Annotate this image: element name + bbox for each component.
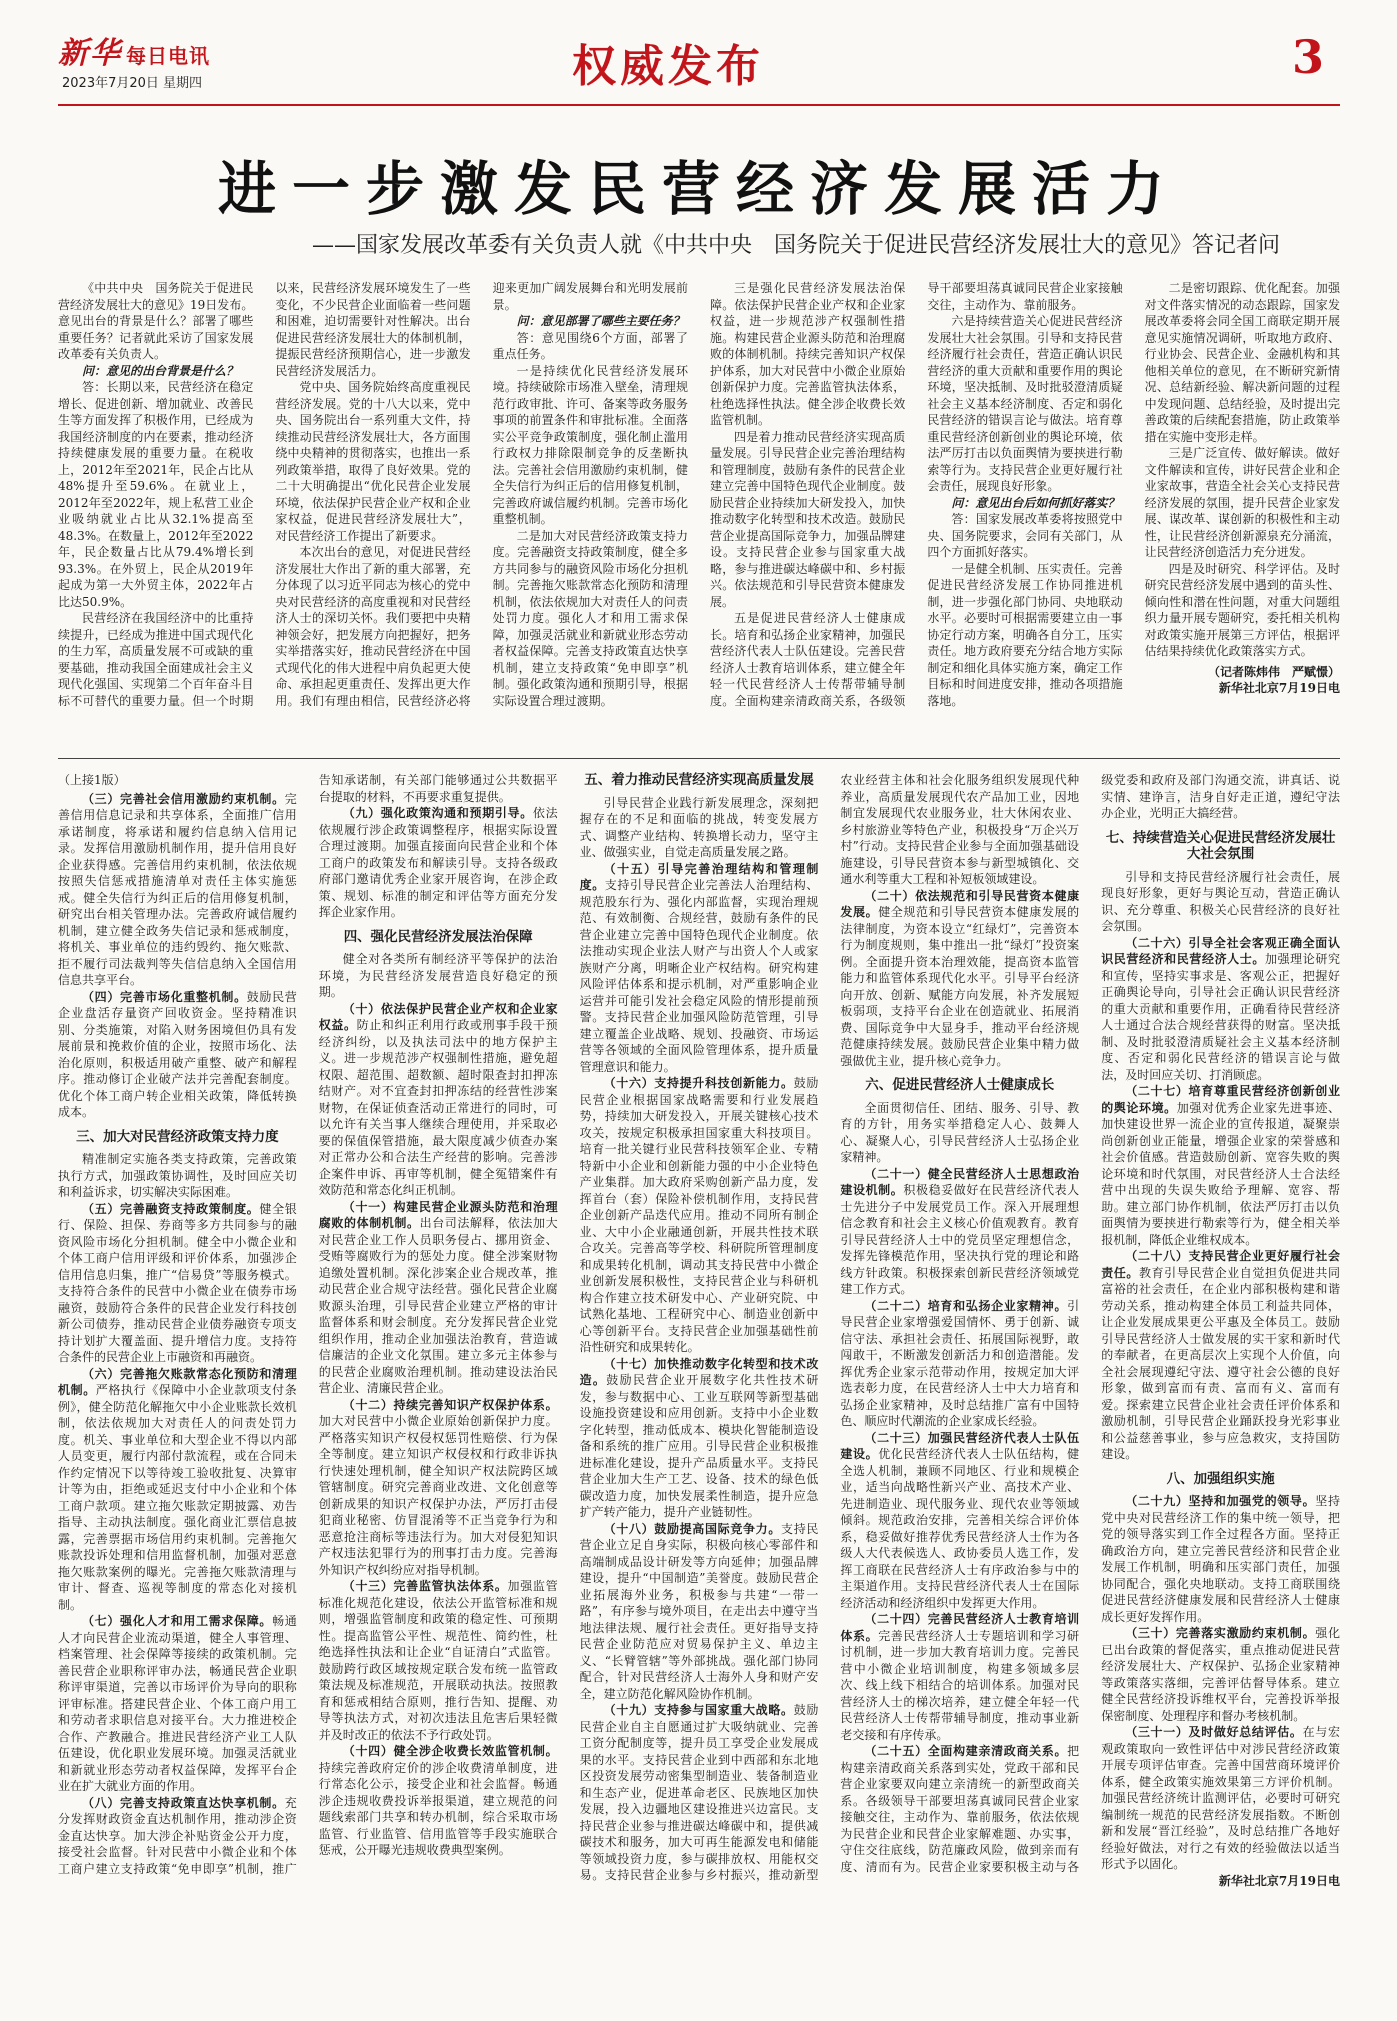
- item-heading: （十二）持续完善知识产权保护体系。: [342, 1397, 558, 1412]
- paragraph: [319, 1397, 558, 1579]
- paragraph: 答：意见围绕6个方面，部署了重点任务。: [492, 330, 688, 361]
- paragraph: 三是广泛宣传、做好解读。做好文件解读和宣传，讲好民营企业和企业家故事，营造全社会关心支持民营经济发展的氛围，提升民营企业家发展、谋改革、谋创新的积极性和主动性，让民营经济创新源泉充分涌流，让民营经济创造活力充分迸发。: [1144, 446, 1340, 559]
- paragraph-text: 鼓励民营企业开展数字化共性技术研发，参与数据中心、工业互联网等新型基础设施投资建设和应用创新。支持中小企业数字化转型，推动低成本、模块化智能制造设备和系统的推广应用。引导民营企业积极推进标准化建设，提升产品质量水平。支持民营企业加大生产工艺、设备、技术的绿色低碳改造力度，加快发展柔性制造，提升应急扩产转产能力，提升产业链韧性。: [579, 1373, 819, 1519]
- paragraph-text: 加强监管标准化规范化建设，依法公开监管标准和规则，增强监管制度和政策的稳定性、可预期性。提高监管公平性、规范性、简约性，杜绝选择性执法和让企业“自证清白”式监管。鼓励跨行政区域按规定联合发布统一监管政策法规及标准规范，开展联动执法。按照教育和惩戒相结合原则，推行告知、提醒、劝导等执法方式，对初次违法且危害后果轻微并及时改正的依法不予行政处罚。: [318, 1579, 558, 1742]
- item-heading: （十六）支持提升科技创新能力。: [603, 1076, 794, 1090]
- paragraph: 本次出台的意见，对促进民营经济发展壮大作出了新的重大部署，充分体现了以习近平同志为核心的党中央对民营经济的高度重视和对民营经济人士的深切关怀。我们要把中央精神领会好，把发展方向把握好，把务实举措落实好，推动民营经济在中国式现代化的伟大进程中肩负起更大使命、承担起更重责任、发挥出更大作用。我们有理由相信，民营经济必将迎来更加广阔发展舞台和光明发展前景。: [275, 281, 688, 708]
- paragraph-text: 引导民营企业家增强爱国情怀、勇于创新、诚信守法、承担社会责任、拓展国际视野，敢闯敢干，不断激发创新活力和创造潜能。发挥优秀企业家示范带动作用，按规定加大评选表彰力度，在民营经济人士中大力培育和弘扬企业家精神，及时总结推广富有中国特色、顺应时代潮流的企业家成长经验。: [840, 1298, 1080, 1428]
- paragraph: [1101, 1724, 1340, 1873]
- paragraph: [1101, 1248, 1340, 1463]
- paragraph: [840, 1298, 1079, 1430]
- item-heading: （十）依法保护民营企业产权和企业家权益。: [318, 1001, 558, 1032]
- byline: （记者陈炜伟 严赋憬）: [1207, 664, 1340, 679]
- paragraph-text: 严格执行《保障中小企业款项支付条例》，健全防范化解拖欠中小企业账款长效机制，依法依规加大对责任人的问责处罚力度。机关、事业单位和大型企业不得以内部人员变更，履行内部付款流程，或在合同未作约定情况下以等待竣工验收批复、决算审计等为由，拒绝或延迟支付中小企业和个体工商户款项。建立拖欠账款定期披露、劝告指导、主动执法制度。强化商业汇票信息披露，完善票据市场信用约束机制。完善拖欠账款投诉处理和信用监督机制，加强对恶意拖欠账款案例的曝光。完善拖欠账款清理与审计、督查、巡视等制度的常态化对接机制。: [58, 1383, 297, 1612]
- section-heading: 三、加大对民营经济政策支持力度: [76, 1128, 279, 1145]
- paragraph-text: 畅通人才向民营企业流动渠道，健全人事管理、档案管理、社会保障等接续的政策机制。完善民营企业职称评审办法，畅通民营企业职称评审渠道，完善以市场评价为导向的职称评审标准。搭建民营企业、个体工商户用工和劳动者求职信息对接平台。大力推进校企合作、产教融合。推进民营经济产业工人队伍建设，优化职业发展环境。加强灵活就业和新就业形态劳动者权益保障，发挥平台企业在扩大就业方面的作用。: [58, 1614, 297, 1793]
- paragraph: [1101, 1083, 1340, 1248]
- paragraph-text: 坚持党中央对民营经济工作的集中统一领导，把党的领导落实到工作全过程各方面。坚持正确政治方向，建立完善民营经济和民营企业发展工作机制，明确和压实部门责任，加强协同配合，强化央地联动。支持工商联围绕促进民营经济健康发展和民营经济人士健康成长更好发挥作用。: [1101, 1494, 1340, 1624]
- item-heading: （三十）完善落实激励约束机制。: [1125, 1626, 1316, 1640]
- item-heading: （五）完善融资支持政策制度。: [82, 1201, 260, 1216]
- paragraph: 引导民营企业践行新发展理念，深刻把握存在的不足和面临的挑战，转变发展方式、调整产业结构、转换增长动力，坚守主业、做强实业，自觉走高质量发展之路。: [579, 795, 819, 859]
- paragraph: [319, 1743, 558, 1859]
- paragraph: 六是持续营造关心促进民营经济发展壮大社会氛围。引导和支持民营经济履行社会责任，营造正确认识民营经济的重大贡献和重要作用的舆论环境，坚决抵制、及时批驳澄清质疑社会主义基本经济制度、否定和弱化民营经济的错误言论与做法。培育尊重民营经济创新创业的舆论环境，依法严厉打击以负面舆情为要挟进行勒索等行为。支持民营企业更好履行社会责任，展现良好形象。: [927, 314, 1123, 493]
- paragraph: 党中央、国务院始终高度重视民营经济发展。党的十八大以来，党中央、国务院出台一系列重大文件，持续推动民营经济发展壮大，各方面围绕中央精神的贯彻落实，也推出一系列政策举措，取得了良好效果。党的二十大明确提出“优化民营企业发展环境，依法保护民营企业产权和企业家权益，促进民营经济发展壮大”，对民营经济工作提出了新要求。: [275, 380, 471, 543]
- paragraph-text: 把构建亲清政商关系落到实处，党政干部和民营企业家要双向建立亲清统一的新型政商关系。各级领导干部要坦荡真诚同民营企业家接触交往，主动作为、靠前服务，依法依规为民营企业和民营企业家解难题、办实事，守住交往底线，防范廉政风险，做到亲而有度、清而有为。民营企业家要积极主动与各级党委和政府及部门沟通交流，讲真话、说实情、建诤言，洁身自好走正道，遵纪守法办企业，光明正大搞经营。: [840, 773, 1340, 1874]
- header-divider: [58, 104, 1340, 106]
- item-heading: （十八）鼓励提高国际竞争力。: [603, 1521, 782, 1536]
- paragraph: 精准制定实施各类支持政策，完善政策执行方式，加强政策协调性，及时回应关切和利益诉求，切实解决实际困难。: [58, 1152, 297, 1199]
- paragraph: [1101, 1493, 1340, 1625]
- paragraph: [840, 888, 1079, 1070]
- paragraph: [1101, 1625, 1340, 1724]
- article-divider: [58, 758, 1340, 759]
- paragraph: [319, 1199, 558, 1397]
- paragraph-text: 充分发挥财政资金直达机制作用，推动涉企资金直达快享。加大涉企补贴资金公开力度，接受社会监督。针对民营中小微企业和个体工商户建立支持政策“免申即享”机制，推广告知承诺制，有关部门能够通过公共数据平台提取的材料，不再要求重复提供。: [58, 773, 558, 1876]
- paragraph: 一是持续优化民营经济发展环境。持续破除市场准入壁垒，清理规范行政审批、许可、备案等政务服务事项的前置条件和审批标准。全面落实公平竞争政策制度，强化制止滥用行政权力排除限制竞争的反垄断执法。完善社会信用激励约束机制，健全失信行为纠正后的信用修复机制，完善政府诚信履约机制。完善市场化重整机制。: [492, 363, 688, 526]
- paragraph-text: 加大对民营中小微企业原始创新保护力度。严格落实知识产权侵权惩罚性赔偿、行为保全等制度。建立知识产权侵权和行政非诉执行快速处理机制，健全知识产权法院跨区域管辖制度。研究完善商业改进、文化创意等创新成果的知识产权保护办法，严厉打击侵犯商业秘密、仿冒混淆等不正当竞争行为和恶意抢注商标等违法行为。加大对侵犯知识产权违法犯罪行为的刑事打击力度。完善海外知识产权纠纷应对指导机制。: [318, 1414, 558, 1577]
- paragraph-text: 优化民营经济代表人士队伍结构，健全选人机制，兼顾不同地区、行业和规模企业，适当向战略性新兴产业、高技术产业、先进制造业、现代服务业、现代农业等领域倾斜。规范政治安排，完善相关综合评价体系，稳妥做好推荐优秀民营经济人士作为各级人大代表候选人、政协委员人选工作，发挥工商联在民营经济人士有序政治参与中的主渠道作用。支持民营经济代表人士在国际经济活动和经济组织中发挥更大作用。: [840, 1447, 1080, 1610]
- paragraph-text: 支持引导民营企业完善法人治理结构、规范股东行为、强化内部监督，实现治理规范、有效制衡、合规经营，鼓励有条件的民营企业建立完善中国特色现代企业制度。依法推动实现企业法人财产与出资人个人或家族财产分离，明晰企业产权结构。研究构建风险评估体系和提示机制，对严重影响企业运营并可能引发社会稳定风险的情形提前预警。支持民营企业加强风险防范管理，引导建立覆盖企业战略、规划、投融资、市场运营等各领域的全面风险管理体系，提升质量管理意识和能力。: [579, 878, 819, 1074]
- paragraph: [840, 1611, 1079, 1743]
- item-heading: （二十六）引导全社会客观正确全面认识民营经济和民营经济人士。: [1101, 935, 1340, 966]
- item-heading: （十五）引导完善治理结构和管理制度。: [579, 861, 819, 892]
- item-heading: （十四）健全涉企收费长效监管机制。: [342, 1744, 558, 1758]
- item-heading: （二十一）健全民营经济人士思想政治建设机制。: [840, 1166, 1080, 1197]
- paragraph: 全面贯彻信任、团结、服务、引导、教育的方针，用务实举措稳定人心、鼓舞人心、凝聚人心，引导民营经济人士弘扬企业家精神。: [840, 1100, 1080, 1164]
- paragraph: [58, 1366, 297, 1614]
- paragraph: 四是及时研究、科学评估。及时研究民营经济发展中遇到的苗头性、倾向性和潜在性问题，对重大问题组织力量开展专题研究，委托相关机构对政策实施开展第三方评估，根据评估结果持续优化政策落实方式。: [1144, 561, 1340, 658]
- paragraph: 健全对各类所有制经济平等保护的法治环境，为民营经济发展营造良好稳定的预期。: [318, 952, 558, 999]
- paragraph: 引导和支持民营经济履行社会责任，展现良好形象，更好与舆论互动，营造正确认识、充分尊重、积极关心民营经济的良好社会氛围。: [1101, 869, 1340, 933]
- item-heading: （四）完善市场化重整机制。: [82, 989, 247, 1004]
- paragraph-text: 完善信用信息记录和共享体系，全面推广信用承诺制度，将承诺和履约信息纳入信用记录。发挥信用激励机制作用，提升信用良好企业获得感。完善信用约束机制，依法依规按照失信惩戒措施清单对责任主体实施惩戒。健全失信行为纠正后的信用修复机制，研究出台相关管理办法。完善政府诚信履约机制，建立健全政务失信记录和惩戒制度，将机关、事业单位的违约毁约、拖欠账款、拒不履行司法裁判等失信信息纳入全国信用信息共享平台。: [58, 791, 297, 987]
- paragraph: [580, 1521, 819, 1703]
- interview-article: [58, 280, 1340, 740]
- item-heading: （二十五）全面构建亲清政商关系。: [864, 1744, 1068, 1758]
- paragraph: 《中共中央 国务院关于促进民营经济发展壮大的意见》19日发布。意见出台的背景是什么？部署了哪些重要任务？记者就此采访了国家发展改革委有关负责人。: [58, 281, 254, 361]
- item-heading: （十七）加快推动数字化转型和技术改造。: [579, 1356, 819, 1387]
- paragraph: [1101, 935, 1340, 1084]
- paragraph: 二是密切跟踪、优化配套。加强对文件落实情况的动态跟踪，国家发展改革委将会同全国工商联定期开展意见实施情况调研，听取地方政府、行业协会、民营企业、金融机构和其他相关单位的意见，在不断研究新情况、总结新经验、解决新问题的过程中发现问题、总结经验，及时提出完善政策的后续配套措施，防止政策举措在实施中变形走样。: [1144, 281, 1340, 444]
- paragraph: [58, 791, 297, 989]
- newspaper-logo: 新华 每日电讯: [58, 36, 210, 71]
- section-heading: 八、加强组织实施: [1166, 1470, 1275, 1487]
- paragraph: 答：长期以来，民营经济在稳定增长、促进创新、增加就业、改善民生等方面发挥了积极作用，已经成为我国经济制度的内在要素，推动经济持续健康发展的重要力量。在税收上，2012年至2021年，民企占比从48%提升至59.6%。在就业上，2012年至2022年，规上私营工业企业吸纳就业占比从32.1%提高至48.3%。在数量上，2012年至2022年，民企数量占比从79.4%增长到93.3%。在外贸上，民企从2019年起成为第一大外贸主体，2022年占比达50.9%。: [58, 380, 254, 609]
- interview-question: 问：意见部署了哪些主要任务？: [516, 314, 685, 328]
- section-heading: 七、持续营造关心促进民营经济发展壮大社会氛围: [1105, 829, 1336, 862]
- headline: 进一步激发民营经济发展活力: [217, 155, 1180, 223]
- subtitle: ——国家发展改革委有关负责人就《中共中央 国务院关于促进民营经济发展壮大的意见》答记者问: [311, 233, 1280, 258]
- item-heading: （二十四）完善民营经济人士教育培训体系。: [840, 1612, 1080, 1643]
- paragraph-text: 持续完善政府定价的涉企收费清单制度，进行常态化公示，接受企业和社会监督。畅通涉企违规收费投诉举报渠道，建立规范的问题线索部门共享和转办机制，综合采取市场监管、行业监管、信用监管等手段实施联合惩戒，公开曝光违规收费典型案例。: [318, 1760, 558, 1857]
- paragraph: 三是强化民营经济发展法治保障。依法保护民营企业产权和企业家权益，进一步规范涉产权强制性措施。构建民营企业源头防范和治理腐败的体制机制。持续完善知识产权保护体系，加大对民营中小微企业原始创新保护力度。完善监管执法体系，杜绝选择性执法。健全涉企收费长效监管机制。: [709, 281, 906, 427]
- paragraph: [58, 989, 297, 1121]
- paragraph: [580, 1075, 819, 1356]
- item-heading: （三十一）及时做好总结评估。: [1125, 1725, 1303, 1739]
- item-heading: （十三）完善监管执法体系。: [342, 1579, 508, 1593]
- paragraph-text: 鼓励民营企业自主自愿通过扩大吸纳就业、完善工资分配制度等，提升员工享受企业发展成果的水平。支持民营企业到中西部和东北地区投资发展劳动密集型制造业、装备制造业和生态产业，促进革命老区、民族地区加快发展，投入边疆地区建设推进兴边富民。支持民营企业参与推进碳达峰碳中和，提供减碳技术和服务，加大可再生能源发电和储能等领域投资力度，参与碳排放权、用能权交易。支持民营企业参与乡村振兴，推动新型农业经营主体和社会化服务组织发展现代种养业，高质量发展现代农产品加工业，因地制宜发展现代农业服务业，壮大休闲农业、乡村旅游业等特色产业，积极投身“万企兴万村”行动。支持民营企业参与全面加强基础设施建设，引导民营资本参与新型城镇化、交通水利等重大工程和补短板领域建设。: [579, 773, 1080, 1882]
- item-heading: （三）完善社会信用激励约束机制。: [82, 791, 285, 806]
- publication-date: 2023年7月20日 星期四: [62, 76, 203, 91]
- dateline: 新华社北京7月19日电: [1218, 681, 1340, 695]
- paragraph-text: 加强理论研究和宣传，坚持实事求是、客观公正，把握好正确舆论导向，引导社会正确认识民营经济的重大贡献和重要作用，正确看待民营经济人士通过合法合规经营获得的财富。坚决抵制、及时批驳澄清质疑社会主义基本经济制度、否定和弱化民营经济的错误言论与做法，及时回应关切、打消顾虑。: [1101, 952, 1340, 1082]
- dateline: 新华社北京7月19日电: [1218, 1873, 1340, 1888]
- paragraph: [580, 861, 819, 1076]
- paragraph: 二是加大对民营经济政策支持力度。完善融资支持政策制度，健全多方共同参与的融资风险市场化分担机制。完善拖欠账款常态化预防和清理机制，依法依规加大对责任人的问责处罚力度。强化人才和用工需求保障，加强灵活就业和新就业形态劳动者权益保障。完善支持政策直达快享机制，建立支持政策“免申即享”机制。强化政策沟通和预期引导，根据实际设置合理过渡期。: [492, 528, 688, 708]
- paragraph-text: 支持民营企业立足自身实际，积极向核心零部件和高端制成品设计研发等方向延伸；加强品牌建设，提升“中国制造”美誉度。鼓励民营企业拓展海外业务，积极参与共建“一带一路”，有序参与境外项目，在走出去中遵守当地法律法规、履行社会责任。更好指导支持民营企业防范应对贸易保护主义、单边主义、“长臂管辖”等外部挑战。强化部门协同配合，针对民营经济人士海外人身和财产安全，建立防范化解风险协作机制。: [579, 1521, 819, 1701]
- paragraph: [58, 1613, 297, 1795]
- section-title: 权威发布: [572, 41, 764, 92]
- paragraph-text: 鼓励民营企业根据国家战略需要和行业发展趋势，持续加大研发投入，开展关键核心技术攻关，按规定积极承担国家重大科技项目。培育一批关键行业民营科技领军企业、专精特新中小企业和创新能力强的中小企业特色产业集群。加大政府采购创新产品力度，发挥首台（套）保险补偿机制作用，支持民营企业创新产品迭代应用。推动不同所有制企业、大中小企业融通创新，开展共性技术联合攻关。完善高等学校、科研院所管理制度和成果转化机制，调动其支持民营中小微企业创新发展积极性，支持民营企业与科研机构合作建立技术研发中心、产业研究院、中试熟化基地、工程研究中心、制造业创新中心等创新平台。支持民营企业加强基础性前沿性研究和成果转化。: [579, 1076, 819, 1354]
- page-number: 3: [1292, 30, 1325, 84]
- item-heading: （二十七）培育尊重民营经济创新创业的舆论环境。: [1101, 1084, 1340, 1115]
- item-heading: （二十九）坚持和加强党的领导。: [1125, 1494, 1316, 1508]
- item-heading: （二十）依法规范和引导民营资本健康发展。: [840, 888, 1080, 919]
- paragraph: [319, 805, 558, 921]
- interview-question: 问：意见出台后如何抓好落实？: [951, 495, 1120, 510]
- paragraph: 答：国家发展改革委将按照党中央、国务院要求，会同有关部门，从四个方面抓好落实。: [927, 512, 1123, 559]
- section-heading: 四、强化民营经济发展法治保障: [343, 928, 533, 945]
- item-heading: （七）强化人才和用工需求保障。: [82, 1614, 273, 1628]
- section-heading: 五、着力推动民营经济实现高质量发展: [584, 772, 814, 788]
- paragraph: 四是着力推动民营经济实现高质量发展。引导民营企业完善治理结构和管理制度，鼓励有条件的民营企业建立完善中国特色现代企业制度。鼓励民营企业持续加大研发投入，加快推动数字化转型和技术改造。鼓励民营企业提高国际竞争力，加强品牌建设。支持民营企业参与国家重大战略，参与推进碳达峰碳中和、乡村振兴。依法规范和引导民营资本健康发展。: [709, 429, 906, 609]
- paragraph: [840, 1430, 1079, 1612]
- paragraph-text: 依法依规履行涉企政策调整程序，根据实际设置合理过渡期。加强直接面向民营企业和个体工商户的政策发布和解读引导。支持各级政府部门邀请优秀企业家开展咨询，在涉企政策、规划、标准的制定和评估等方面充分发挥企业家作用。: [318, 806, 558, 919]
- paragraph: 五是促进民营经济人士健康成长。培育和弘扬企业家精神，加强民营经济代表人士队伍建设。完善民营经济人士教育培训体系，建立健全年轻一代民营经济人士传帮带辅导制度。全面构建亲清政商关系，各级领导干部要坦荡真诚同民营企业家接触交往，主动作为、靠前服务。: [709, 281, 1123, 708]
- item-heading: （二十二）培育和弘扬企业家精神。: [864, 1298, 1068, 1313]
- paragraph: [580, 1356, 819, 1521]
- section-heading: 六、促进民营经济人士健康成长: [865, 1077, 1055, 1093]
- paragraph-text: 鼓励民营企业盘活存量资产回收资金。坚持精准识别、分类施策，对陷入财务困境但仍具有发展前景和挽救价值的企业，按照市场化、法治化原则，积极适用破产重整、破产和解程序。推动修订企业破产法并完善配套制度。优化个体工商户转企业相关政策，降低转换成本。: [58, 989, 297, 1119]
- paragraph-text: 健全规范和引导民营资本健康发展的法律制度，为资本设立“红绿灯”，完善资本行为制度规则，集中推出一批“绿灯”投资案例。全面提升资本治理效能，提高资本监管能力和监管体系现代化水平。引导平台经济向开放、创新、赋能方向发展，补齐发展短板弱项，支持平台企业在创造就业、拓展消费、国际竞争中大显身手，推动平台经济规范健康持续发展。鼓励民营企业集中精力做强做优主业，提升核心竞争力。: [840, 905, 1080, 1068]
- item-heading: （八）完善支持政策直达快享机制。: [82, 1795, 285, 1810]
- interview-question: 问：意见的出台背景是什么？: [82, 363, 239, 378]
- masthead: [0, 0, 1397, 110]
- paragraph-text: 加强对优秀企业家先进事迹、加快建设世界一流企业的宣传报道，凝聚崇尚创新创业正能量，增强企业家的荣誉感和社会价值感。营造鼓励创新、宽容失败的舆论环境和时代氛围，对民营经济人士合法经营中出现的失误失败给予理解、宽容、帮助。建立部门协作机制，依法严厉打击以负面舆情为要挟进行勒索等行为，健全相关举报机制，降低企业维权成本。: [1101, 1100, 1340, 1247]
- item-heading: （六）完善拖欠账款常态化预防和清理机制。: [58, 1366, 297, 1397]
- item-heading: （九）强化政策沟通和预期引导。: [342, 806, 533, 820]
- paragraph: [319, 1001, 558, 1199]
- continued-from-label: （上接1版）: [58, 773, 126, 787]
- paragraph: 民营经济在我国经济中的比重持续提升，已经成为推进中国式现代化的生力军，高质量发展不可或缺的重要基础，推动我国全面建成社会主义现代化强国、实现第二个百年奋斗目标不可替代的重要力量。但一个时期以来，民营经济发展环境发生了一些变化，不少民营企业面临着一些问题和困难，迫切需要针对性解决。出台促进民营经济发展壮大的体制机制，提振民营经济预期信心，进一步激发民营经济发展活力。: [58, 281, 471, 708]
- item-heading: （二十三）加强民营经济代表人士队伍建设。: [840, 1430, 1080, 1461]
- paragraph-text: 积极稳妥做好在民营经济代表人士先进分子中发展党员工作。深入开展理想信念教育和社会主义核心价值观教育。教育引导民营经济人士中的党员坚定理想信念，发挥先锋模范作用，坚决执行党的理论和路线方针政策。积极探索创新民营经济领域党建工作方式。: [840, 1183, 1080, 1296]
- paragraph-text: 健全银行、保险、担保、券商等多方共同参与的融资风险市场化分担机制。健全中小微企业和个体工商户信用评级和评价体系，加强涉企信用信息归集，推广“信易贷”等服务模式。支持符合条件的民营中小微企业在债券市场融资，鼓励符合条件的民营企业发行科技创新公司债券，推动民营企业债券融资专项支持计划扩大覆盖面、提升增信力度。支持符合条件的民营企业上市融资和再融资。: [58, 1201, 297, 1364]
- paragraph: [58, 1201, 297, 1366]
- item-heading: （二十八）支持民营企业更好履行社会责任。: [1101, 1249, 1340, 1280]
- paragraph-text: 在与宏观政策取向一致性评估中对涉民营经济政策开展专项评估审查。完善中国营商环境评价体系，健全政策实施效果第三方评价机制。加强民营经济统计监测评估，必要时可研究编制统一规范的民营经济发展指数。不断创新和发展“晋江经验”，及时总结推广各地好经验好做法，对行之有效的经验做法以适当形式予以固化。: [1101, 1725, 1340, 1871]
- paragraph-text: 防止和纠正利用行政或刑事手段干预经济纠纷，以及执法司法中的地方保护主义。进一步规范涉产权强制性措施，避免超权限、超范围、超数额、超时限查封扣押冻结财产。对不宜查封扣押冻结的经营性涉案财物，在保证侦查活动正常进行的同时，可以允许有关当事人继续合理使用，并采取必要的保值保管措施，最大限度减少侦查办案对正常办公和合法生产经营的影响。完善涉企案件申诉、再审等机制，健全冤错案件有效防范和常态化纠正机制。: [318, 1018, 558, 1197]
- paragraph: 一是健全机制、压实责任。完善促进民营经济发展工作协同推进机制，进一步强化部门协同、央地联动水平。必要时可根据需要建立由一事协定行动方案，明确各自分工，压实责任。地方政府要充分结合地方实际制定和细化具体实施方案，确定工作目标和时间进度安排，推动各项措施落地。: [927, 561, 1123, 708]
- item-heading: （十一）构建民营企业源头防范和治理腐败的体制机制。: [318, 1199, 558, 1230]
- paragraph: [840, 1166, 1079, 1298]
- paragraph-text: 出台司法解释，依法加大对民营企业工作人员职务侵占、挪用资金、受贿等腐败行为的惩处力度。健全涉案财物追缴处置机制。深化涉案企业合规改革，推动民营企业合规守法经营。强化民营企业腐败源头治理，引导民营企业建立严格的审计监督体系和财会制度。充分发挥民营企业党组织作用，推动企业加强法治教育，营造诚信廉洁的企业文化氛围。建立多元主体参与的民营企业腐败治理机制。推动建设法治民营企业、清廉民营企业。: [318, 1216, 558, 1395]
- continued-article: [58, 772, 1340, 2002]
- paragraph-text: 强化已出台政策的督促落实，重点推动促进民营经济发展壮大、产权保护、弘扬企业家精神等政策落实落细，完善评估督导体系。建立健全民营经济投诉维权平台，完善投诉举报保密制度、处理程序和督办考核机制。: [1101, 1626, 1340, 1723]
- paragraph-text: 教育引导民营企业自觉担负促进共同富裕的社会责任，在企业内部积极构建和谐劳动关系，推动构建全体员工利益共同体，让企业发展成果更公平惠及全体员工。鼓励引导民营经济人士做发展的实干家和新时代的奉献者，在更高层次上实现个人价值，向全社会展现遵纪守法、遵守社会公德的良好形象，做到富而有责、富而有义、富而有爱。探索建立民营企业社会责任评价体系和激励机制，引导民营企业踊跃投身光彩事业和公益慈善事业，参与应急救灾，支持国防建设。: [1101, 1265, 1340, 1461]
- paragraph-text: 完善民营经济人士专题培训和学习研讨机制，进一步加大教育培训力度。完善民营中小微企业培训制度，构建多领域多层次、线上线下相结合的培训体系。加强对民营经济人士的梯次培养，建立健全年轻一代民营经济人士传帮带辅导制度，推动事业新老交接和有序传承。: [840, 1628, 1080, 1742]
- item-heading: （十九）支持参与国家重大战略。: [603, 1703, 794, 1717]
- paragraph: [319, 1578, 558, 1743]
